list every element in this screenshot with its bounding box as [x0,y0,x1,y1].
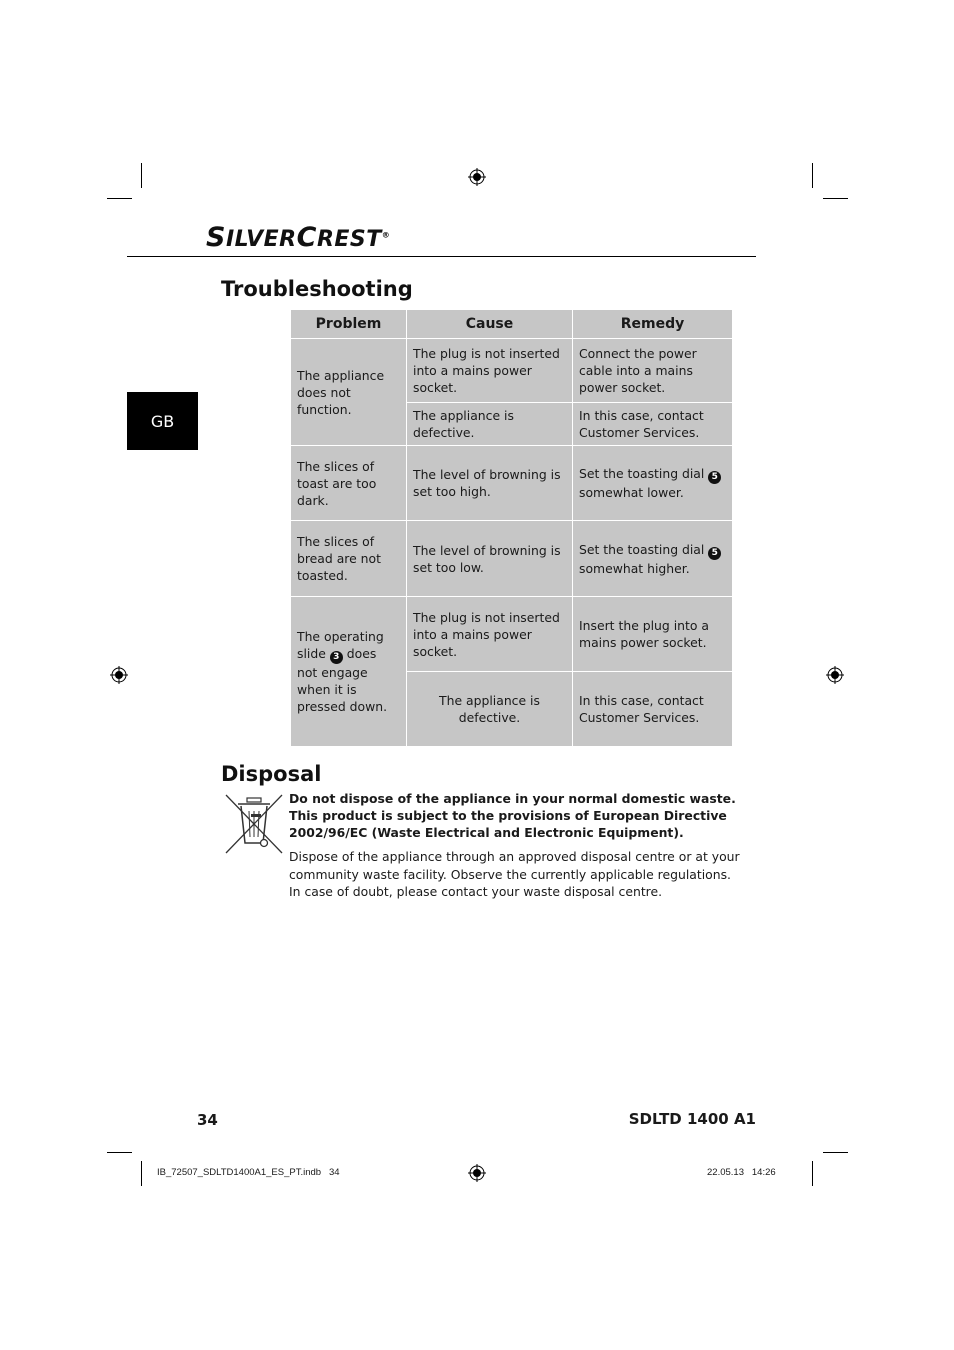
language-tab: GB [127,392,198,450]
dial-reference-badge: 5 [708,471,721,484]
remedy-cell: In this case, contact Customer Services. [573,672,733,747]
remedy-cell [573,521,733,597]
problem-cell: The slices of bread are not toasted. [291,521,407,597]
table-row [291,521,733,597]
disposal-instruction-line: Dispose of the appliance through an approved disposal centre or at your [289,849,740,864]
crop-mark [107,198,132,199]
print-slug-file: IB_72507_SDLTD1400A1_ES_PT.indb 34 [157,1167,340,1178]
disposal-warning-line: 2002/96/EC (Waste Electrical and Electronic Equipment). [289,825,684,840]
column-header-remedy: Remedy [573,310,733,339]
remedy-cell: Insert the plug into a mains power socket. [573,597,733,672]
registration-mark-icon [826,666,844,684]
crop-mark [823,1152,848,1153]
disposal-instruction-line: community waste facility. Observe the currently applicable regulations. [289,866,731,882]
remedy-cell: In this case, contact Customer Services. [573,403,733,446]
print-slug-date: 22.05.13 14:26 [707,1167,776,1178]
cause-cell: The level of browning is set too high. [407,446,573,521]
registration-mark-icon [468,168,486,186]
crop-mark [812,163,813,188]
remedy-cell [573,446,733,521]
disposal-warning-line: Do not dispose of the appliance in your normal domestic waste. [289,791,736,806]
troubleshooting-heading: Troubleshooting [221,277,413,301]
problem-cell [291,597,407,747]
crop-mark [107,1152,132,1153]
remedy-text: somewhat higher. [579,560,690,576]
remedy-cell: Connect the power cable into a mains power socket. [573,339,733,403]
disposal-warning [289,790,749,841]
registration-mark-icon [110,666,128,684]
problem-text: does not engage when it is pressed down. [297,646,388,714]
brand-logo: SILVERCREST® [206,222,391,253]
disposal-warning-line: This product is subject to the provisions of European Directive [289,808,727,823]
table-row [291,339,733,403]
disposal-instruction-line: In case of doubt, please contact your waste disposal centre. [289,884,663,899]
crop-mark [812,1161,813,1186]
crossed-out-wheelie-bin-icon [224,793,284,855]
slide-reference-badge: 3 [330,651,343,664]
troubleshooting-table [290,309,733,747]
dial-reference-badge: 5 [708,547,721,560]
table-row [291,446,733,521]
model-name: SDLTD 1400 A1 [628,1110,756,1128]
crop-mark [823,198,848,199]
problem-cell: The appliance does not function. [291,339,407,446]
problem-text: The operating slide [297,629,384,661]
disposal-heading: Disposal [221,762,322,786]
cause-cell: The level of browning is set too low. [407,521,573,597]
page-number: 34 [197,1111,218,1129]
crop-mark [141,1161,142,1186]
table-row [291,597,733,672]
crop-mark [141,163,142,188]
column-header-cause: Cause [407,310,573,339]
cause-cell: The appliance is defective. [407,672,573,747]
problem-cell: The slices of toast are too dark. [291,446,407,521]
remedy-text: Set the toasting dial [579,466,705,481]
remedy-text: Set the toasting dial [579,541,705,557]
table-header-row [291,310,733,339]
header-rule [127,256,756,257]
cause-cell: The plug is not inserted into a mains power socket. [407,597,573,672]
disposal-instructions [289,848,749,901]
cause-cell: The plug is not inserted into a mains power socket. [407,339,573,403]
remedy-text: somewhat lower. [579,485,684,500]
cause-cell: The appliance is defective. [407,403,573,446]
registration-mark-icon [468,1164,486,1182]
column-header-problem: Problem [291,310,407,339]
